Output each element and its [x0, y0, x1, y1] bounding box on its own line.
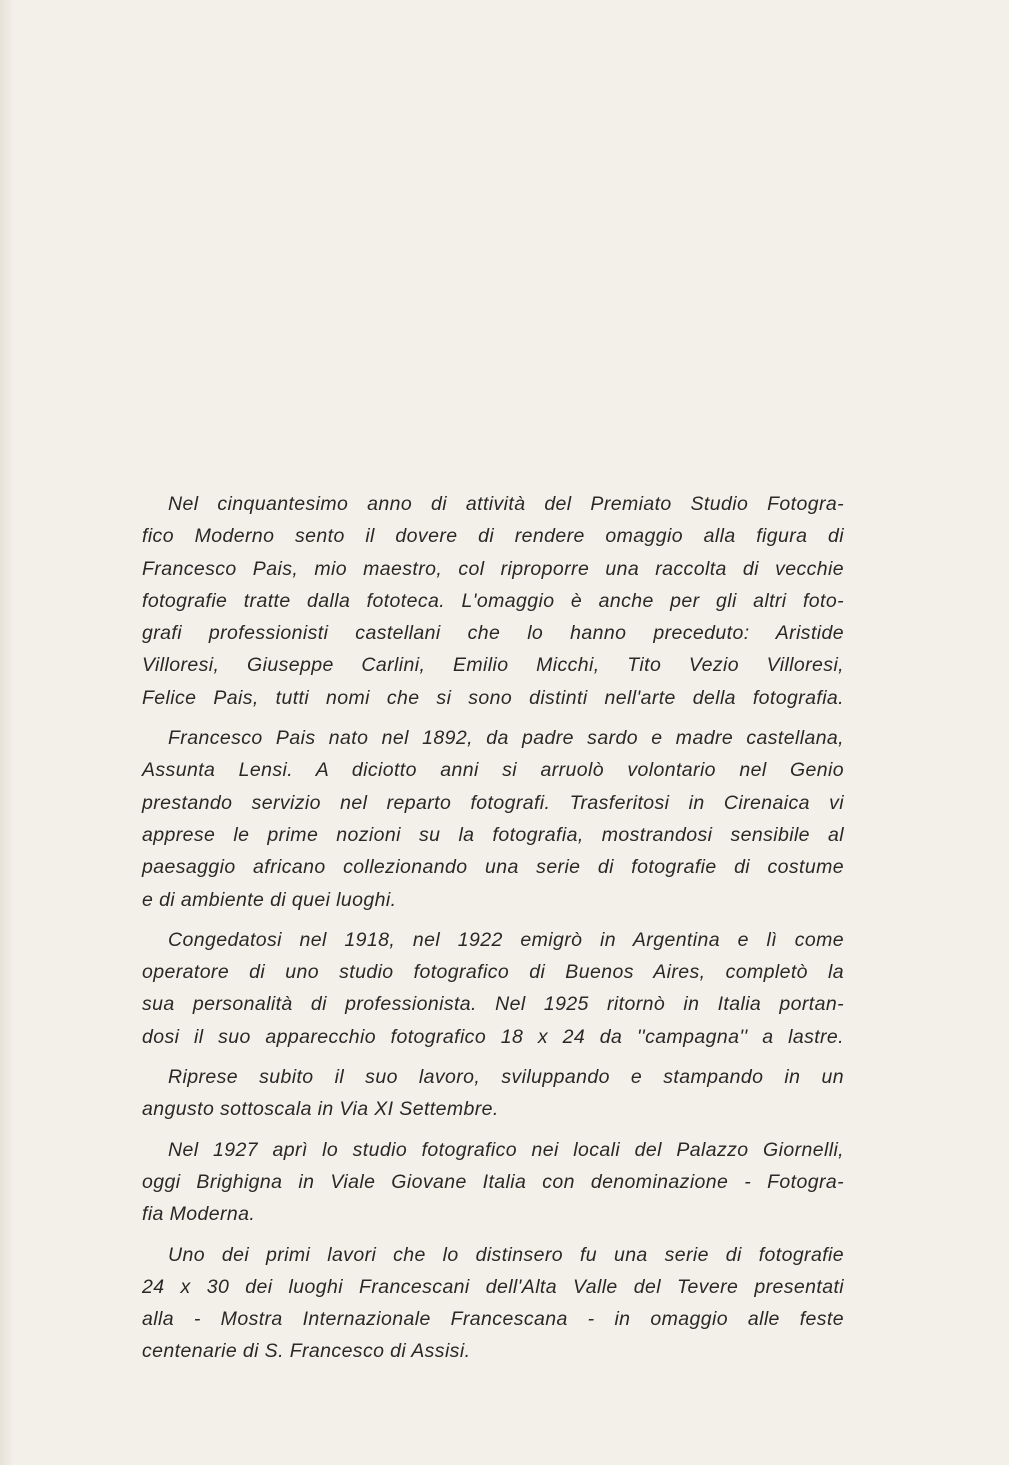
- body-text: [142, 488, 844, 1376]
- text-line: oggi Brighigna in Viale Giovane Italia con denominazione - Fotogra-: [142, 1170, 844, 1193]
- text-line: sua personalità di professionista. Nel 1925 ritornò in Italia portan-: [142, 993, 844, 1016]
- text-line: 24 x 30 dei luoghi Francescani dell'Alta Valle del Tevere presentati: [142, 1275, 844, 1298]
- text-line: Francesco Pais nato nel 1892, da padre sardo e madre castellana,: [168, 727, 844, 750]
- text-line: centenarie di S. Francesco di Assisi.: [142, 1340, 471, 1363]
- text-line: Villoresi, Giuseppe Carlini, Emilio Micchi, Tito Vezio Villoresi,: [142, 654, 844, 677]
- text-line: Riprese subito il suo lavoro, sviluppando e stampando in un: [168, 1066, 844, 1089]
- text-line: apprese le prime nozioni su la fotografia, mostrandosi sensibile al: [142, 823, 844, 846]
- text-line: fia Moderna.: [142, 1203, 256, 1226]
- text-line: Congedatosi nel 1918, nel 1922 emigrò in Argentina e lì come: [168, 928, 844, 951]
- text-line: angusto sottoscala in Via XI Settembre.: [142, 1098, 499, 1121]
- text-line: operatore di uno studio fotografico di Buenos Aires, completò la: [142, 961, 844, 984]
- paragraph: [142, 1134, 844, 1231]
- text-line: Assunta Lensi. A diciotto anni si arruolò volontario nel Genio: [142, 759, 844, 782]
- text-line: paesaggio africano collezionando una serie di fotografie di costume: [142, 856, 844, 879]
- text-line: fotografie tratte dalla fototeca. L'omaggio è anche per gli altri foto-: [142, 589, 844, 612]
- page-edge-shadow: [0, 0, 14, 1465]
- text-line: e di ambiente di quei luoghi.: [142, 888, 397, 911]
- text-line: prestando servizio nel reparto fotografi. Trasferitosi in Cirenaica vi: [142, 791, 844, 814]
- text-line: dosi il suo apparecchio fotografico 18 x 24 da ''campagna'' a lastre.: [142, 1025, 844, 1048]
- text-line: Nel 1927 aprì lo studio fotografico nei locali del Palazzo Giornelli,: [168, 1138, 844, 1161]
- paragraph: [142, 1239, 844, 1368]
- text-line: Uno dei primi lavori che lo distinsero fu una serie di fotografie: [168, 1243, 844, 1266]
- text-line: alla - Mostra Internazionale Francescana - in omaggio alle feste: [142, 1308, 844, 1331]
- text-line: Nel cinquantesimo anno di attività del Premiato Studio Fotogra-: [168, 493, 844, 515]
- text-line: Felice Pais, tutti nomi che si sono distinti nell'arte della fotografia.: [142, 686, 844, 709]
- paragraph: [142, 722, 844, 916]
- paragraph: [142, 924, 844, 1053]
- paragraph: [142, 1061, 844, 1126]
- text-line: fico Moderno sento il dovere di rendere omaggio alla figura di: [142, 525, 844, 548]
- text-line: Francesco Pais, mio maestro, col riproporre una raccolta di vecchie: [142, 557, 844, 580]
- text-line: grafi professionisti castellani che lo hanno preceduto: Aristide: [142, 622, 844, 645]
- paragraph: [142, 488, 844, 714]
